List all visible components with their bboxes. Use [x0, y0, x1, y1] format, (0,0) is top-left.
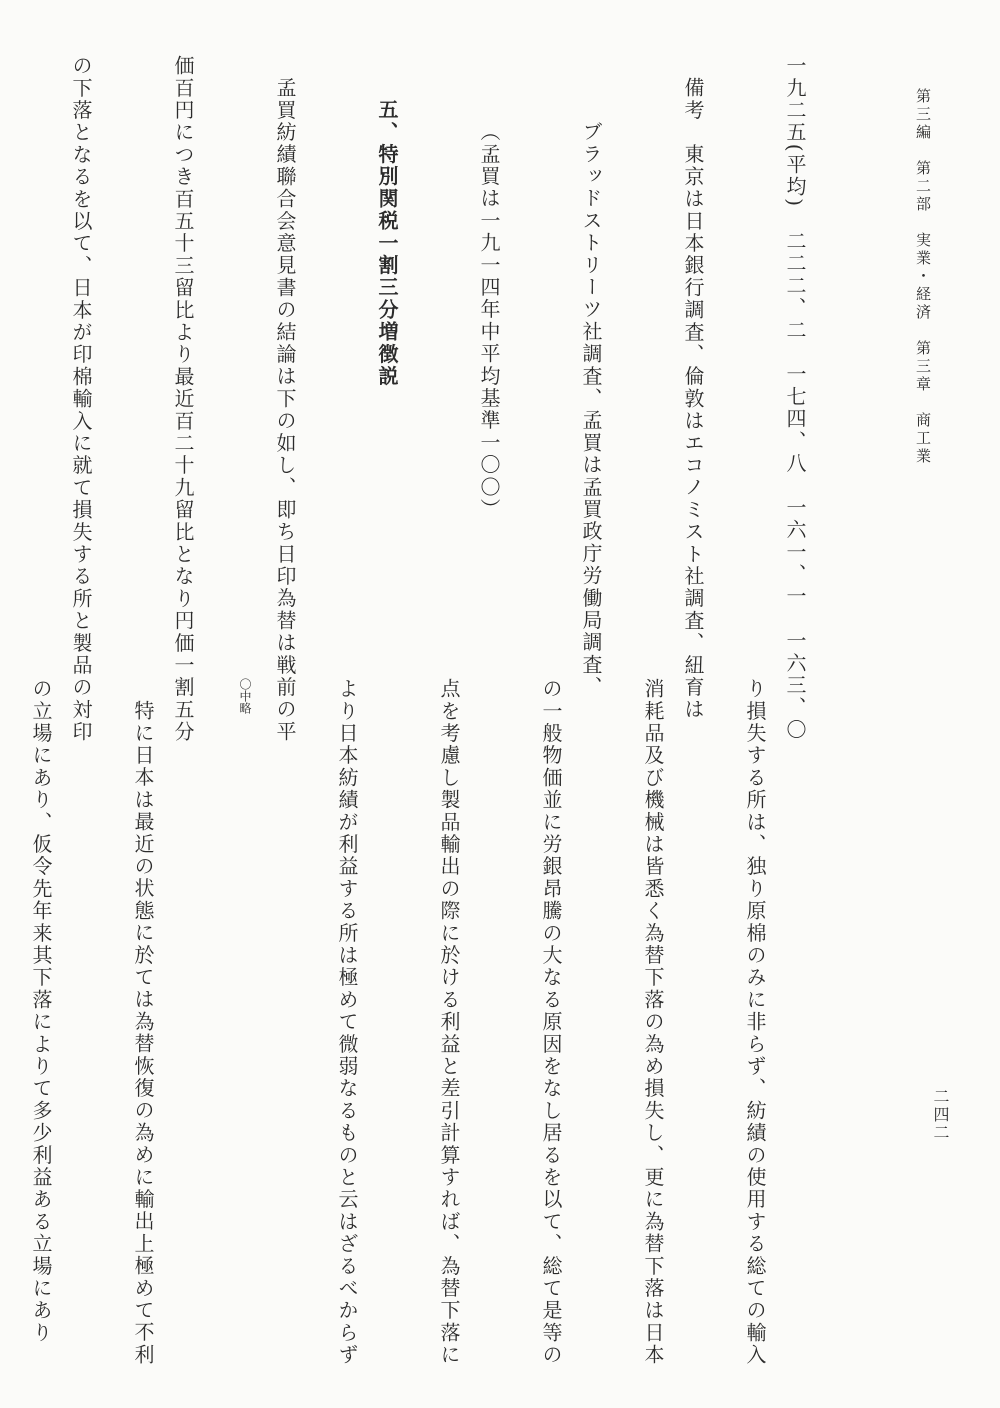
paragraph-line: 消耗品及び機械は皆悉く為替下落の為め損失し、更に為替下落は日本 [641, 678, 665, 1367]
running-header: 第三編 第二部 実業・経済 第三章 商工業 [914, 88, 932, 466]
paragraph-line: の下落となるを以て、日本が印棉輸入に就て損失する所と製品の対印 [69, 55, 93, 744]
note-line: 備考 東京は日本銀行調査、倫敦はエコノミスト社調査、紐育は [681, 77, 705, 721]
note-line: ブラッドストリーツ社調査、孟買は孟買政庁労働局調査、 [579, 121, 603, 699]
paragraph-line: の立場にあり、仮令先年来其下落によりて多少利益ある立場にあり [29, 678, 53, 1344]
section-heading: 五、特別関税一割三分増徴説 [375, 99, 399, 388]
note-line: （孟買は一九一四年中平均基準一〇〇） [477, 121, 501, 521]
paragraph-line: 特に日本は最近の状態に於ては為替恢復の為めに輸出上極めて不利 [131, 700, 155, 1366]
table-summary-line: 一九二五(平均) 二二二、二 一七四、八 一六一、一 一六三、〇 [783, 55, 807, 742]
paragraph-line: より日本紡績が利益する所は極めて微弱なるものと云はざるべからず [335, 678, 359, 1367]
paragraph-line: 点を考慮し製品輸出の際に於ける利益と差引計算すれば、為替下落に [437, 678, 461, 1367]
paragraph-line: の一般物価並に労銀昂騰の大なる原因をなし居るを以て、総て是等の [539, 678, 563, 1367]
page-number: 二四二 [931, 1088, 950, 1142]
lower-text-block [0, 678, 840, 1368]
omit-mark: 〇中略 [238, 678, 252, 714]
paragraph-line: 価百円につき百五十三留比より最近百二十九留比となり円価一割五分 [171, 55, 195, 744]
paragraph-line: 孟買紡績聯合会意見書の結論は下の如し、即ち日印為替は戦前の平 [273, 77, 297, 743]
paragraph-line: り損失する所は、独り原棉のみに非らず、紡績の使用する総ての輸入 [743, 678, 767, 1367]
